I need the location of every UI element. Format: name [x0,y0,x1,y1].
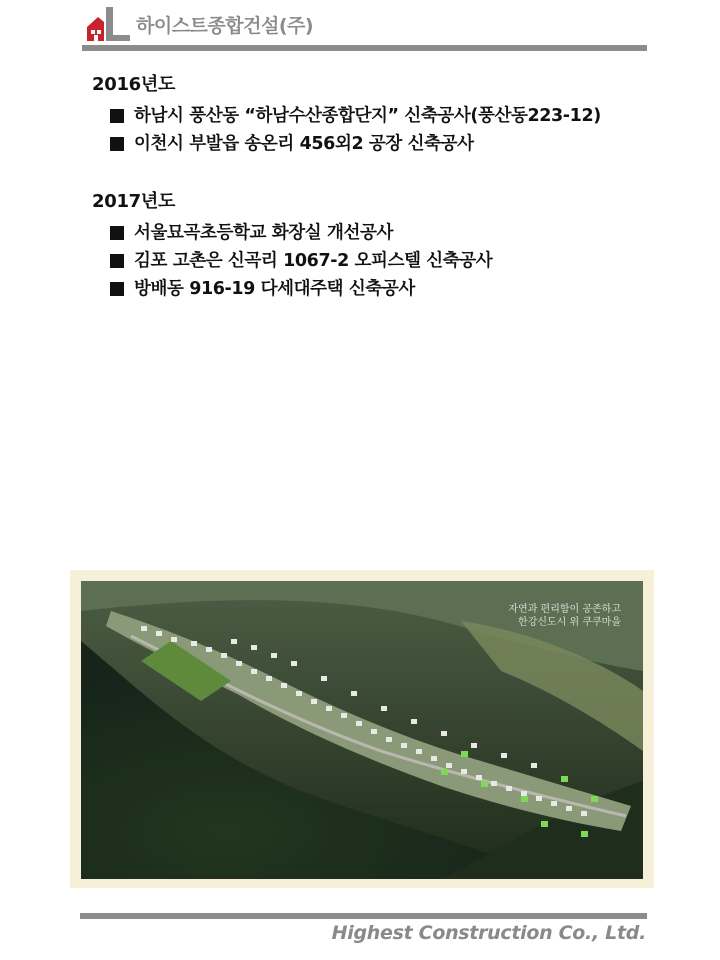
page-header [84,4,313,44]
project-item [110,102,601,130]
company-logo [84,5,132,43]
photo-caption [508,603,621,629]
company-name: 하이스트종합건설(주) [136,14,314,37]
project-item [110,130,601,158]
project-list [92,219,492,303]
project-label: 이천시 부발읍 송온리 456외2 공장 신축공사 [134,134,474,154]
photo-caption-line: 자연과 편리함이 공존하고 [508,604,621,615]
square-bullet-icon [110,137,124,151]
photo-caption-line: 한강신도시 위 쿠쿠마을 [518,617,621,628]
project-label: 하남시 풍산동 “하남수산종합단지” 신축공사(풍산동223-12) [134,106,601,126]
project-item [110,247,492,275]
square-bullet-icon [110,226,124,240]
aerial-rendering-image [81,581,643,879]
project-item [110,275,492,303]
square-bullet-icon [110,109,124,123]
square-bullet-icon [110,254,124,268]
project-label: 김포 고촌은 신곡리 1067-2 오피스텔 신축공사 [134,251,493,271]
footer-divider [80,913,647,919]
project-label: 방배동 916-19 다세대주택 신축공사 [134,279,415,299]
year-heading: 2016년도 [92,74,176,95]
project-item [110,219,492,247]
square-bullet-icon [110,282,124,296]
year-section-2016 [92,70,601,158]
footer-company-name: Highest Construction Co., Ltd. [331,922,646,944]
year-heading: 2017년도 [92,191,176,212]
project-label: 서울묘곡초등학교 화장실 개선공사 [134,223,393,243]
photo-frame [70,570,654,888]
year-section-2017 [92,187,492,303]
project-list [92,102,601,158]
header-divider [82,45,647,51]
